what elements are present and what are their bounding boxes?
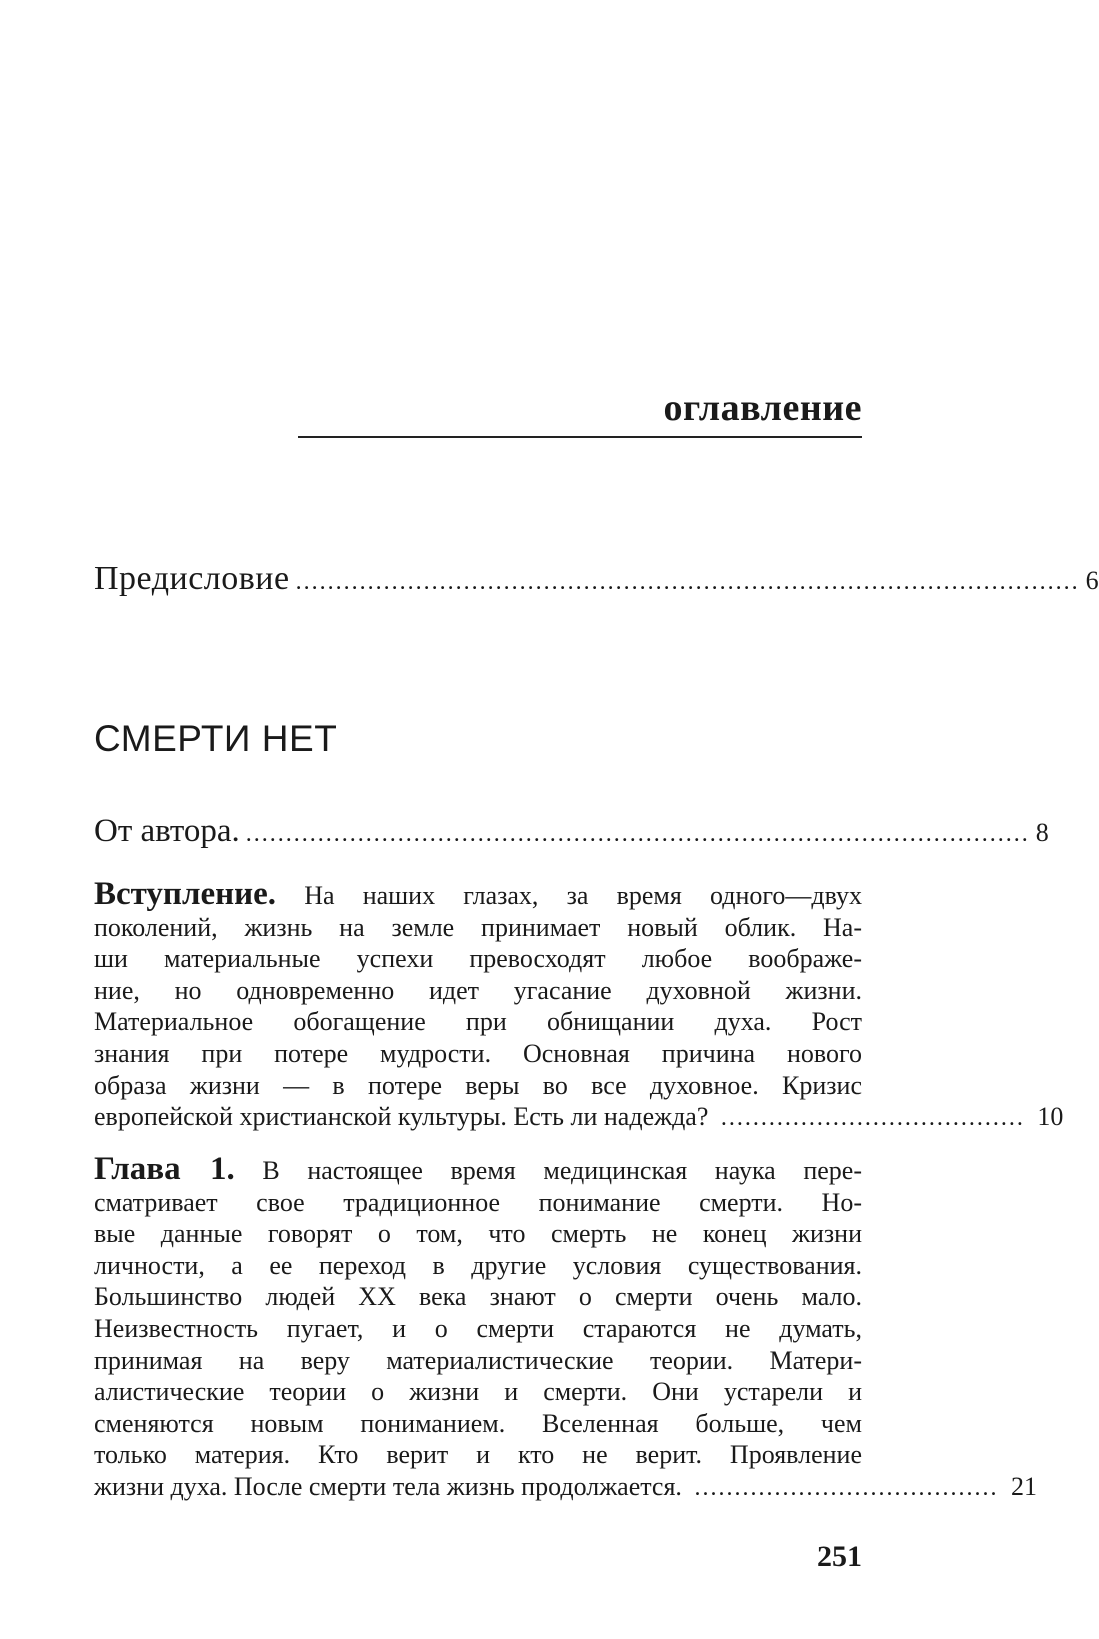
entry-text-line: алистические теории о жизни и смерти. Они устарели и — [94, 1377, 862, 1407]
entry-text-line: вые данные говорят о том, что смерть не конец жизни — [94, 1219, 862, 1249]
entry-text: европейской христианской культуры. Есть ли надежда? — [94, 1102, 709, 1132]
entry-text: жизни духа. После смерти тела жизнь продолжается. — [94, 1471, 682, 1501]
entry-page-number: 8 — [1035, 818, 1049, 847]
entry-text-line: сматривает свое традиционное понимание смерти. Но- — [94, 1187, 862, 1217]
entry-first-line — [94, 876, 862, 912]
entry-label: Предисловие — [94, 560, 290, 597]
entry-text-line: сменяются новым пониманием. Вселенная больше, чем — [94, 1408, 862, 1438]
toc-entry-introduction[interactable] — [94, 876, 1064, 1135]
dot-leader: ...................................... — [720, 1105, 1025, 1132]
entry-text-line: принимая на веру материалистические теории. Матери- — [94, 1345, 862, 1375]
dot-leader: ...................................... — [694, 1474, 999, 1501]
entry-page-number: 21 — [1010, 1471, 1037, 1501]
dot-leader: .................................................................................................. — [245, 821, 1030, 847]
entry-text: На наших глазах, за время одного—двух — [304, 881, 862, 910]
entry-text-line: только материя. Кто верит и кто не верит. Проявление — [94, 1440, 862, 1470]
toc-entry-chapter-1[interactable] — [94, 1151, 1037, 1505]
title-rule — [298, 436, 862, 438]
section-heading: СМЕРТИ НЕТ — [94, 718, 338, 759]
entry-text-line: Материальное обогащение при обнищании духа. Рост — [94, 1007, 862, 1037]
entry-text-line: поколений, жизнь на земле принимает новый облик. На- — [94, 912, 862, 942]
page-number: 251 — [817, 1540, 862, 1573]
toc-title: оглавление — [663, 387, 862, 429]
entry-label: Глава 1. — [94, 1151, 235, 1187]
entry-first-line — [94, 1151, 862, 1187]
toc-entry-from-author[interactable] — [94, 813, 1049, 850]
entry-text-line: личности, а ее переход в другие условия существования. — [94, 1250, 862, 1280]
entry-label: Вступление. — [94, 876, 277, 912]
toc-entry-preface[interactable] — [94, 560, 1099, 598]
entry-text: В настоящее время медицинская наука пере- — [262, 1156, 862, 1185]
entry-text-line: образа жизни — в потере веры во все духовное. Кризис — [94, 1070, 862, 1100]
entry-page-number: 10 — [1037, 1102, 1064, 1132]
entry-last-line — [94, 1471, 1037, 1505]
entry-last-line — [94, 1101, 1064, 1135]
entry-text-line: знания при потере мудрости. Основная причина нового — [94, 1038, 862, 1068]
entry-text-line: ние, но одновременно идет угасание духовной жизни. — [94, 975, 862, 1005]
entry-text-line: ши материальные успехи превосходят любое воображе- — [94, 944, 862, 974]
entry-text-line: Большинство людей XX века знают о смерти очень мало. — [94, 1282, 862, 1312]
entry-label: От автора. — [94, 813, 240, 849]
entry-text-line: Неизвестность пугает, и о смерти стараются не думать, — [94, 1313, 862, 1343]
dot-leader: .................................................................................................. — [295, 569, 1080, 595]
entry-page-number: 6 — [1085, 566, 1099, 595]
